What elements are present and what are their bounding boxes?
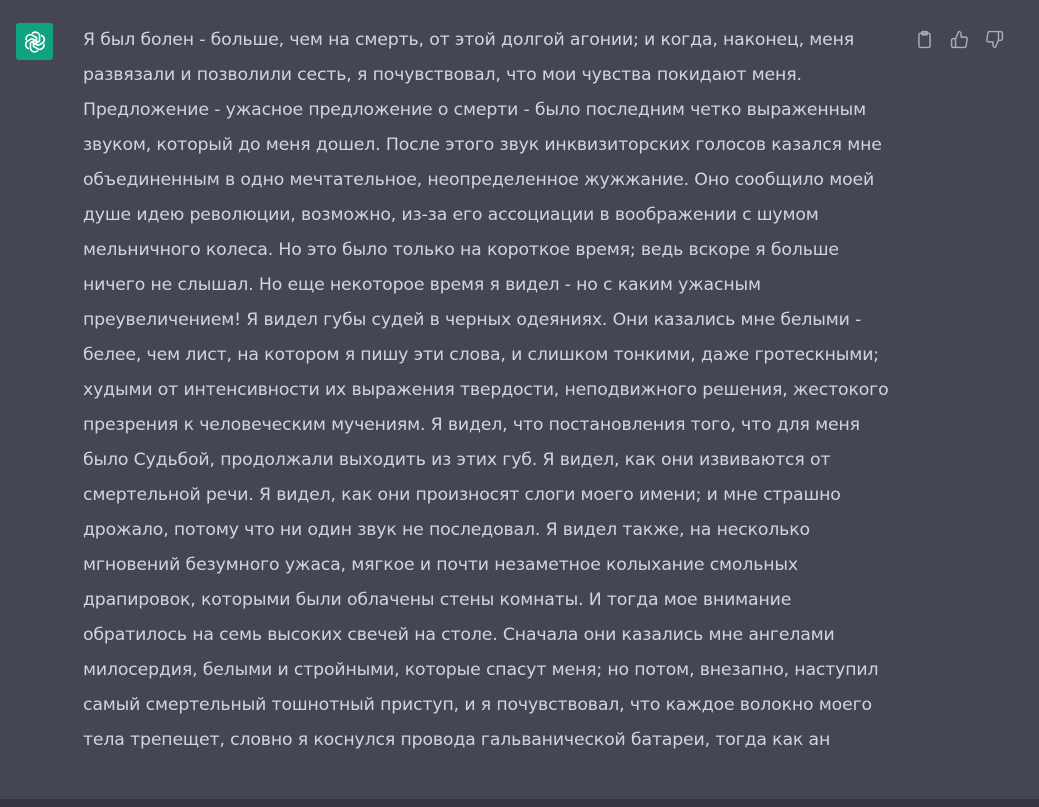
message-line: мельничного колеса. Но это было только на короткое время; ведь вскоре я больше	[83, 240, 839, 260]
message-line: драпировок, которыми были облачены стены комнаты. И тогда мое внимание	[83, 590, 792, 610]
thumbs-down-icon	[985, 30, 1004, 49]
message-line: худыми от интенсивности их выражения твердости, неподвижного решения, жестокого	[83, 380, 889, 400]
message-line: белее, чем лист, на котором я пишу эти слова, и слишком тонкими, даже гротескными;	[83, 345, 879, 365]
message-line: развязали и позволили сесть, я почувствовал, что мои чувства покидают меня.	[83, 65, 802, 85]
thumbs-up-button[interactable]	[947, 27, 971, 51]
message-line: объединенным в одно мечтательное, неопределенное жужжание. Оно сообщило моей	[83, 170, 875, 190]
copy-button[interactable]	[912, 27, 936, 51]
openai-logo-icon	[22, 29, 48, 55]
message-line: Предложение - ужасное предложение о смерти - было последним четко выраженным	[83, 100, 867, 120]
message-actions	[912, 27, 1006, 51]
message-line: ничего не слышал. Но еще некоторое время я видел - но с каким ужасным	[83, 275, 761, 295]
message-line: преувеличением! Я видел губы судей в черных одеяниях. Они казались мне белыми -	[83, 310, 862, 330]
thumbs-up-icon	[950, 30, 969, 49]
message-line: милосердия, белыми и стройными, которые спасут меня; но потом, внезапно, наступил	[83, 660, 879, 680]
message-line: Я был болен - больше, чем на смерть, от этой долгой агонии; и когда, наконец, меня	[83, 30, 855, 50]
message-line: самый смертельный тошнотный приступ, и я почувствовал, что каждое волокно моего	[83, 695, 872, 715]
message-line: душе идею революции, возможно, из-за его ассоциации в воображении с шумом	[83, 205, 819, 225]
message-line: смертельной речи. Я видел, как они произносят слоги моего имени; и мне страшно	[83, 485, 841, 505]
message-line: обратилось на семь высоких свечей на столе. Сначала они казались мне ангелами	[83, 625, 835, 645]
message-line: звуком, который до меня дошел. После этого звук инквизиторских голосов казался мне	[83, 135, 882, 155]
message-line: мгновений безумного ужаса, мягкое и почти незаметное колыхание смольных	[83, 555, 799, 575]
page-bottom-strip	[0, 799, 1039, 807]
message-line: тела трепещет, словно я коснулся провода гальванической батареи, тогда как ан	[83, 730, 831, 750]
assistant-avatar	[16, 23, 53, 60]
message-line: было Судьбой, продолжали выходить из этих губ. Я видел, как они извиваются от	[83, 450, 831, 470]
message-line: презрения к человеческим мучениям. Я видел, что постановления того, что для меня	[83, 415, 860, 435]
message-line: дрожало, потому что ни один звук не последовал. Я видел также, на несколько	[83, 520, 810, 540]
clipboard-icon	[915, 30, 934, 49]
assistant-message-text	[83, 23, 903, 758]
thumbs-down-button[interactable]	[982, 27, 1006, 51]
